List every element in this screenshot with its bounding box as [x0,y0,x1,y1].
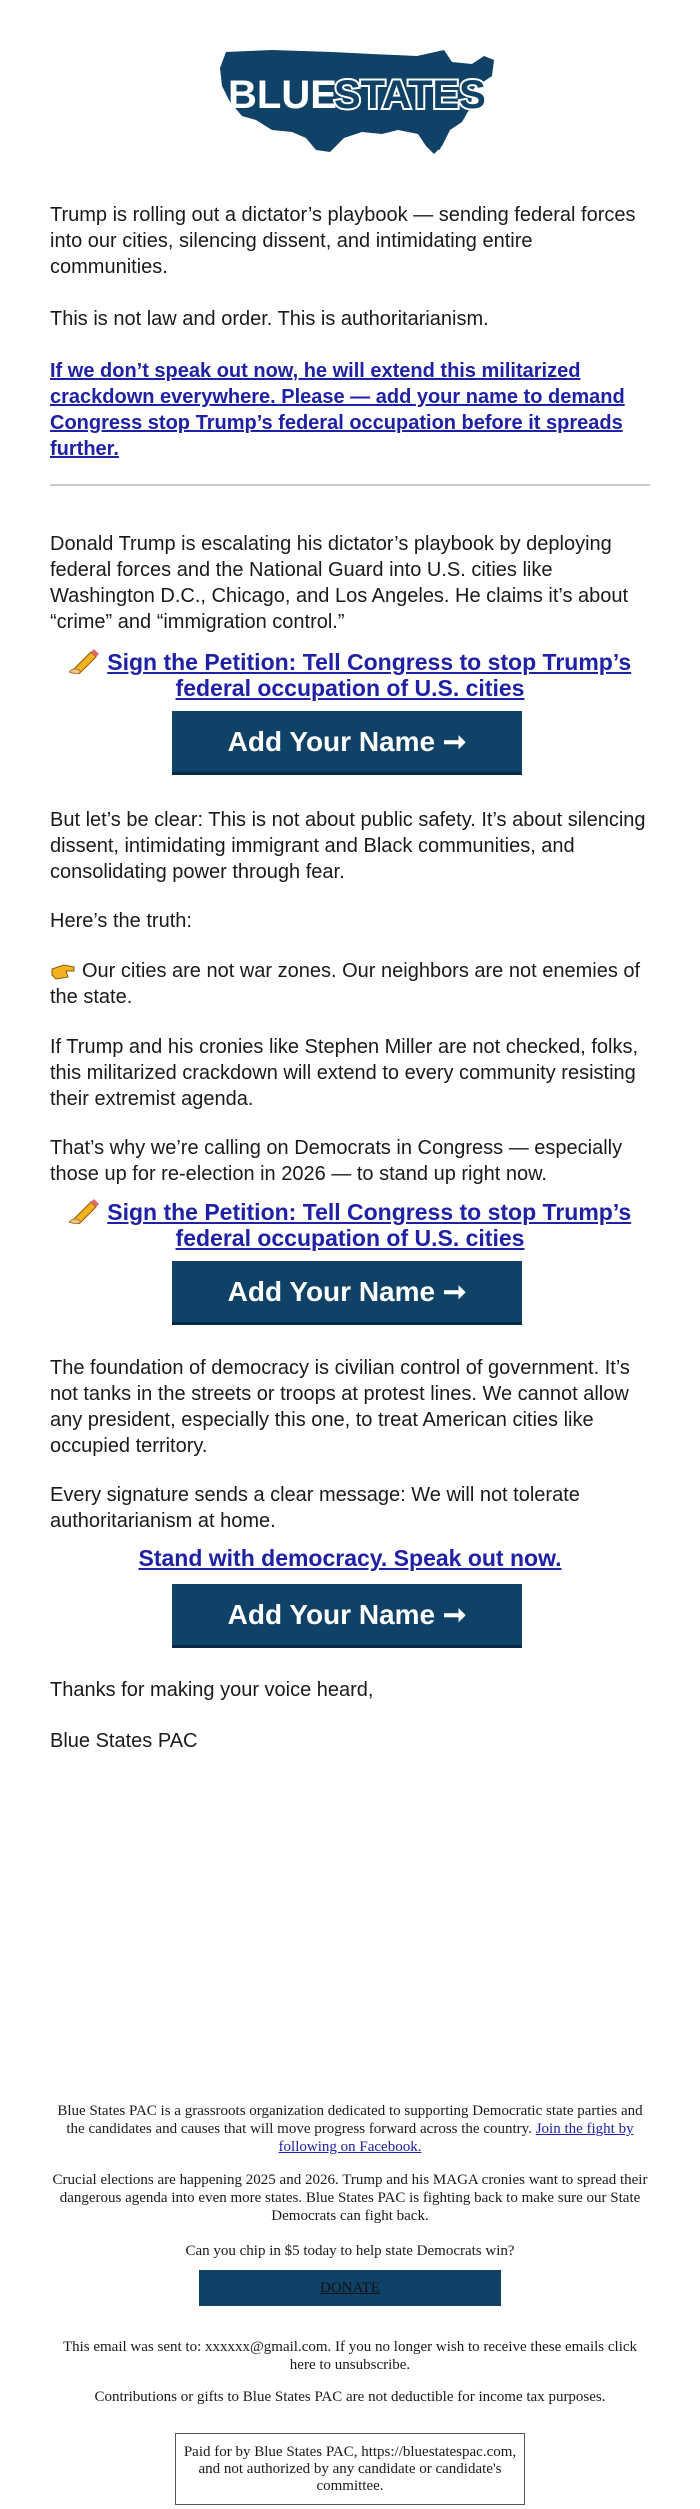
footer-elections: Crucial elections are happening 2025 and 2026. Trump and his MAGA cronies want to spread their dangerous agenda into even more states. Blue States PAC is fighting back to make sure our State Democrats can fight back. [52,2172,648,2224]
blue-states-logo [212,42,502,162]
writing-hand-icon [69,1198,99,1224]
writing-hand-icon [69,648,99,674]
paid-for-box [175,2433,525,2505]
section-divider [50,484,650,486]
petition-heading-1 [50,648,650,701]
stand-heading [50,1545,650,1571]
petition-link-2[interactable]: Sign the Petition: Tell Congress to stop Trump’s federal occupation of U.S. cities [107,1199,632,1251]
intro-cta-paragraph [50,358,650,462]
footer-about-text: Blue States PAC is a grassroots organization dedicated to supporting Democratic state parties and the candidates and causes that will move progress forward across the country. [57,2103,643,2137]
body-paragraph-7: The foundation of democracy is civilian control of government. It’s not tanks in the streets or troops at protest lines. We cannot allow any president, especially this one, to treat American cities like occupied territory. [50,1357,630,1457]
intro-cta-link[interactable]: If we don’t speak out now, he will extend this militarized crackdown everywhere. Please — add your name to demand Congress stop Trump’s federal occupation before it spreads further. [50,360,625,460]
footer-tax-notice: Contributions or gifts to Blue States PAC are not deductible for income tax purposes. [94,2389,606,2405]
petition-link-1[interactable]: Sign the Petition: Tell Congress to stop Trump’s federal occupation of U.S. cities [107,649,632,701]
svg-text:BLUE: BLUE [228,73,337,117]
signature: Blue States PAC [50,1730,198,1752]
signoff: Thanks for making your voice heard, [50,1679,374,1701]
body-paragraph-4 [50,958,650,1010]
intro-paragraph-1: Trump is rolling out a dictator’s playbook — sending federal forces into our cities, silencing dissent, and intimidating entire communities. [50,204,636,278]
paid-for-text: Paid for by Blue States PAC, https://bluestatespac.com, and not authorized by any candidate or candidate's committee. [183,2444,517,2494]
facebook-link[interactable]: Join the fight by following on Facebook. [278,2121,634,2155]
body-paragraph-8: Every signature sends a clear message: We will not tolerate authoritarianism at home. [50,1484,580,1532]
pointing-hand-icon [50,959,76,981]
intro-paragraph-2: This is not law and order. This is authoritarianism. [50,308,489,330]
add-your-name-button-2[interactable]: Add Your Name ➞ [172,1261,522,1325]
body-paragraph-6: That’s why we’re calling on Democrats in Congress — especially those up for re-election in 2026 — to stand up right now. [50,1137,623,1185]
stand-with-democracy-link[interactable]: Stand with democracy. Speak out now. [138,1545,562,1571]
svg-text:STATES: STATES [334,73,486,117]
footer-chip-in: Can you chip in $5 today to help state Democrats win? [185,2243,515,2259]
footer-about [50,2102,650,2156]
footer-sent-to[interactable]: This email was sent to: xxxxxx@gmail.com. If you no longer wish to receive these emails click here to unsubscribe. [62,2339,638,2373]
truth-statement: Our cities are not war zones. Our neighbors are not enemies of the state. [50,960,641,1008]
add-your-name-button-3[interactable]: Add Your Name ➞ [172,1584,522,1648]
body-paragraph-5: If Trump and his cronies like Stephen Miller are not checked, folks, this militarized crackdown will extend to every community resisting their extremist agenda. [50,1036,639,1110]
petition-heading-2 [50,1198,650,1251]
body-paragraph-3: Here’s the truth: [50,910,192,932]
add-your-name-button-1[interactable]: Add Your Name ➞ [172,711,522,775]
donate-button[interactable]: DONATE [199,2270,501,2306]
body-paragraph-1: Donald Trump is escalating his dictator’s playbook by deploying federal forces and the National Guard into U.S. cities like Washington D.C., Chicago, and Los Angeles. He claims it’s about “crime” and “immigration control.” [50,533,629,633]
body-paragraph-2: But let’s be clear: This is not about public safety. It’s about silencing dissent, intimidating immigrant and Black communities, and consolidating power through fear. [50,809,646,883]
